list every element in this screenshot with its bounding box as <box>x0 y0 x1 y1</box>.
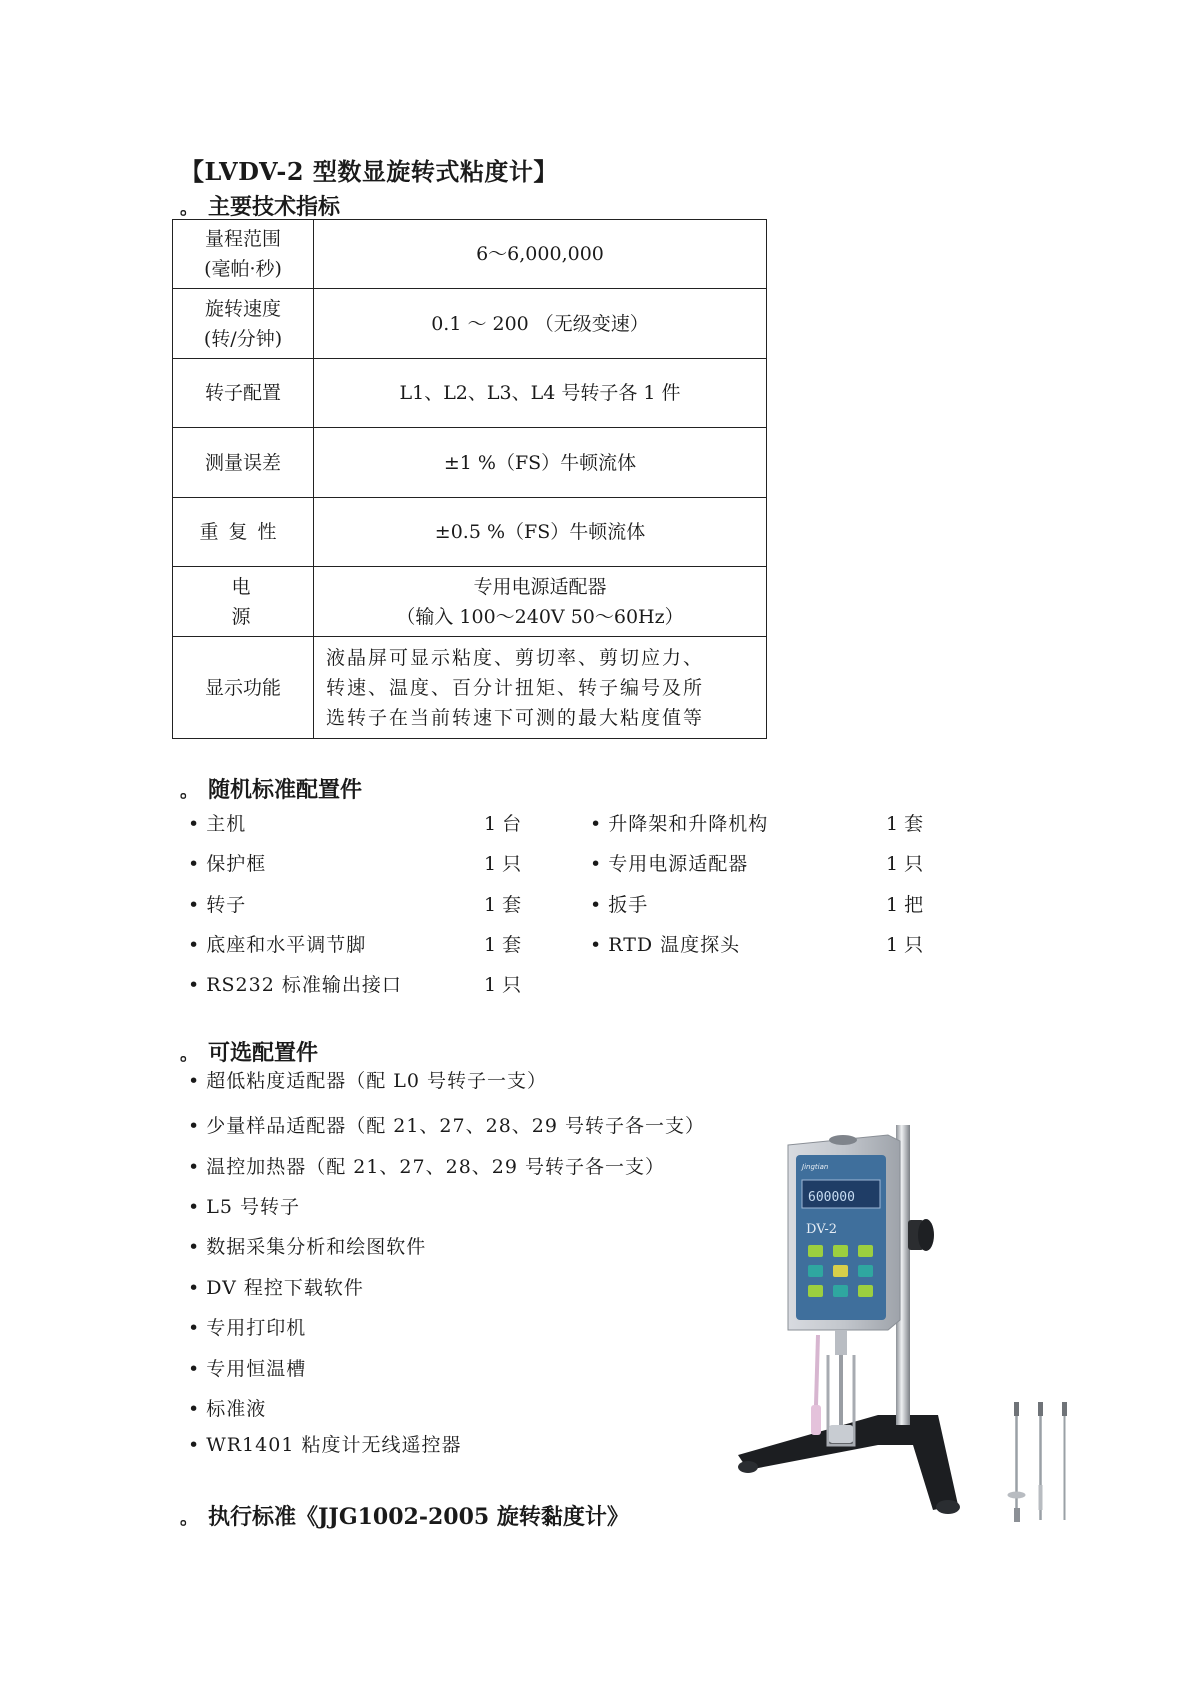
spec-value: 6～6,000,000 <box>476 243 604 265</box>
spec-value-cell <box>314 220 767 289</box>
spec-label: 转子配置 <box>204 382 281 404</box>
spec-label-cell <box>173 220 314 289</box>
top-cap <box>829 1135 857 1145</box>
heading-bullet: 。 <box>180 198 198 219</box>
section-heading-text: 主要技术指标 <box>208 194 341 220</box>
spec-value-line-2: （输入 100～240V 50～60Hz） <box>396 605 684 628</box>
spec-value: ±0.5 %（FS）牛顿流体 <box>434 521 646 543</box>
list-item: • 保护框 <box>188 853 267 875</box>
list-item: • 升降架和升降机构 <box>590 813 769 835</box>
list-item: • 转子 <box>188 894 247 916</box>
heading-bullet: 。 <box>180 781 198 802</box>
optional-part: 少量样品适配器（配 21、27、28、29 号转子各一支） <box>206 1115 706 1137</box>
optional-part: 专用恒温槽 <box>206 1358 307 1380</box>
table-row <box>173 359 767 428</box>
part-name: 转子 <box>206 894 247 916</box>
table-row <box>173 637 767 739</box>
list-item: • L5 号转子 <box>188 1196 300 1218</box>
spec-value: L1、L2、L3、L4 号转子各 1 件 <box>399 382 681 404</box>
list-item: • RTD 温度探头 <box>590 934 741 956</box>
part-qty: 1 只 <box>484 974 522 996</box>
list-item: • DV 程控下载软件 <box>188 1277 364 1299</box>
spec-label-unit: (转/分钟) <box>203 327 283 350</box>
spec-value-line-3: 选转子在当前转速下可测的最大粘度值等 <box>326 706 705 729</box>
part-qty: 1 套 <box>886 813 924 835</box>
heading-bullet: 。 <box>180 1044 198 1065</box>
part-name: 保护框 <box>206 853 267 875</box>
spec-label-cell <box>173 498 314 567</box>
section-heading-text: 执行标准《JJG1002-2005 旋转黏度计》 <box>208 1504 629 1530</box>
list-item: • 专用打印机 <box>188 1317 307 1339</box>
height-knob-icon <box>908 1219 934 1251</box>
optional-part: 温控加热器（配 21、27、28、29 号转子各一支） <box>206 1156 666 1178</box>
part-name: 扳手 <box>608 894 649 916</box>
spec-value: 0.1 ～ 200 （无级变速） <box>431 312 649 335</box>
model-label: DV-2 <box>806 1222 838 1237</box>
part-name: 主机 <box>206 813 247 835</box>
list-item: • 温控加热器（配 21、27、28、29 号转子各一支） <box>188 1156 666 1178</box>
document-title: 【LVDV-2 型数显旋转式粘度计】 <box>180 157 558 186</box>
part-qty: 1 只 <box>484 853 522 875</box>
list-item: • 专用电源适配器 <box>590 853 749 875</box>
viscometer-photo <box>728 1125 978 1545</box>
section-heading-optional-parts <box>180 1036 318 1067</box>
spec-value: 专用电源适配器 <box>473 575 607 598</box>
spec-label: 旋转速度 <box>204 297 281 320</box>
part-name: 专用电源适配器 <box>608 853 749 875</box>
spec-value-cell <box>314 289 767 359</box>
keypad <box>808 1245 873 1297</box>
optional-part: 超低粘度适配器（配 L0 号转子一支） <box>206 1070 548 1092</box>
spec-label-cell <box>173 567 314 637</box>
optional-part: DV 程控下载软件 <box>206 1277 364 1299</box>
spec-value-cell <box>314 567 767 637</box>
lcd-value: 600000 <box>808 1190 855 1205</box>
brand-logo: Jingtian <box>802 1163 829 1171</box>
spec-table <box>172 219 767 739</box>
part-qty: 1 只 <box>886 853 924 875</box>
part-name: 底座和水平调节脚 <box>206 934 367 956</box>
part-qty: 1 套 <box>484 934 522 956</box>
table-row <box>173 428 767 498</box>
section-heading-standard-ref <box>180 1500 629 1531</box>
optional-part: WR1401 粘度计无线遥控器 <box>206 1434 462 1456</box>
list-item: • 专用恒温槽 <box>188 1358 307 1380</box>
list-item: • 数据采集分析和绘图软件 <box>188 1236 427 1258</box>
spec-value-cell <box>314 428 767 498</box>
list-item: • 超低粘度适配器（配 L0 号转子一支） <box>188 1070 548 1092</box>
part-qty: 1 台 <box>484 813 522 835</box>
spec-value-line-2: 转速、温度、百分计扭矩、转子编号及所 <box>326 676 705 699</box>
list-item: • 少量样品适配器（配 21、27、28、29 号转子各一支） <box>188 1115 706 1137</box>
spec-label: 重复性 <box>199 521 287 543</box>
part-qty: 1 只 <box>886 934 924 956</box>
spindle-icon <box>1062 1402 1067 1520</box>
section-heading-specs <box>180 190 340 221</box>
section-heading-text: 随机标准配置件 <box>208 777 363 803</box>
spec-value-cell <box>314 637 767 739</box>
optional-part: 专用打印机 <box>206 1317 307 1339</box>
heading-bullet: 。 <box>180 1508 198 1529</box>
section-heading-standard-parts <box>180 773 362 804</box>
table-row <box>173 220 767 289</box>
spec-label-cell <box>173 289 314 359</box>
table-row <box>173 498 767 567</box>
spec-label: 电源 <box>231 575 291 628</box>
part-name: RTD 温度探头 <box>608 934 741 956</box>
list-item: • 主机 <box>188 813 247 835</box>
table-row <box>173 567 767 637</box>
list-item: • 标准液 <box>188 1398 267 1420</box>
list-item: • WR1401 粘度计无线遥控器 <box>188 1434 462 1456</box>
spec-label: 量程范围 <box>204 228 281 250</box>
spindle <box>839 1355 843 1435</box>
spec-label-cell <box>173 637 314 739</box>
part-name: RS232 标准输出接口 <box>206 974 402 996</box>
section-heading-text: 可选配置件 <box>208 1040 319 1066</box>
optional-part: 标准液 <box>206 1398 267 1420</box>
spindles-photo <box>1000 1400 1090 1530</box>
spec-value: ±1 %（FS）牛顿流体 <box>443 451 637 474</box>
spec-value-cell <box>314 498 767 567</box>
table-row <box>173 289 767 359</box>
list-item: • 扳手 <box>590 894 649 916</box>
spec-label-cell <box>173 428 314 498</box>
spec-label-unit: (毫帕·秒) <box>204 258 282 280</box>
list-item: • 底座和水平调节脚 <box>188 934 367 956</box>
part-qty: 1 把 <box>886 894 924 916</box>
list-item: • RS232 标准输出接口 <box>188 974 402 996</box>
spindle-icon <box>1038 1402 1043 1520</box>
temperature-probe-icon <box>811 1335 821 1435</box>
spec-label: 测量误差 <box>204 451 281 474</box>
spindle-bob <box>829 1425 853 1443</box>
part-name: 升降架和升降机构 <box>608 813 769 835</box>
spec-value-cell <box>314 359 767 428</box>
spec-label-cell <box>173 359 314 428</box>
spindle-icon <box>1008 1402 1026 1522</box>
spec-label: 显示功能 <box>204 676 281 699</box>
part-qty: 1 套 <box>484 894 522 916</box>
optional-part: 数据采集分析和绘图软件 <box>206 1236 427 1258</box>
spec-value: 液晶屏可显示粘度、剪切率、剪切应力、 <box>326 646 705 669</box>
optional-part: L5 号转子 <box>206 1196 300 1218</box>
spindle-coupling <box>835 1330 847 1355</box>
